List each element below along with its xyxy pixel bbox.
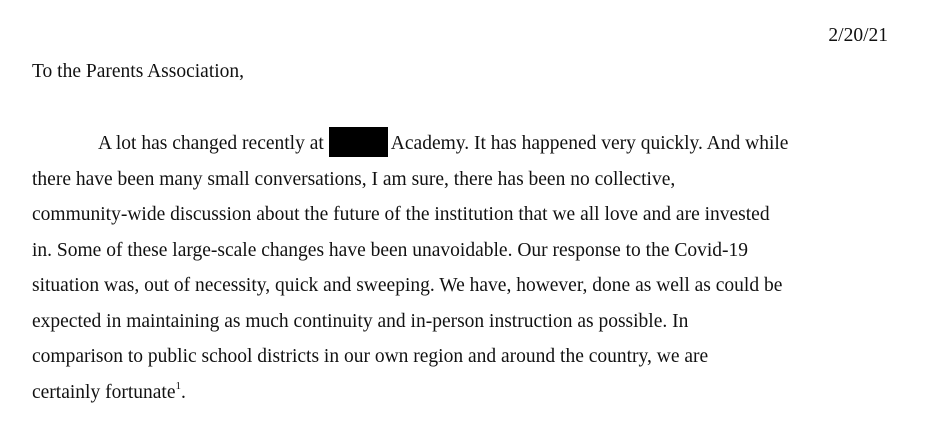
paragraph-line-2: there have been many small conversations, I am sure, there has been no collective, bbox=[32, 168, 676, 190]
footnote-marker[interactable]: 1 bbox=[175, 379, 181, 392]
line-1-end-text: Academy. It has happened very quickly. And while bbox=[390, 133, 789, 154]
paragraph-line-8 bbox=[32, 375, 894, 411]
salutation: To the Parents Association, bbox=[32, 61, 245, 82]
paragraph-line-5: situation was, out of necessity, quick and sweeping. We have, however, done as well as could be bbox=[32, 275, 783, 296]
paragraph-line-1 bbox=[32, 126, 894, 162]
line-1-start-text: A lot has changed recently at bbox=[98, 133, 324, 154]
paragraph-line-7: comparison to public school districts in our own region and around the country, we are bbox=[32, 346, 709, 367]
paragraph-line-6: expected in maintaining as much continuity and in-person instruction as possible. In bbox=[32, 310, 689, 332]
paragraph-line-3: community-wide discussion about the future of the institution that we all love and are invested bbox=[32, 204, 770, 225]
letter-date: 2/20/21 bbox=[828, 25, 888, 46]
line-8-period: . bbox=[180, 381, 186, 403]
redaction-block bbox=[329, 127, 388, 157]
letter-paragraph bbox=[32, 126, 894, 410]
paragraph-line-4: in. Some of these large-scale changes have been unavoidable. Our response to the Covid-19 bbox=[32, 239, 749, 261]
line-8-text: certainly fortunate bbox=[32, 381, 176, 403]
